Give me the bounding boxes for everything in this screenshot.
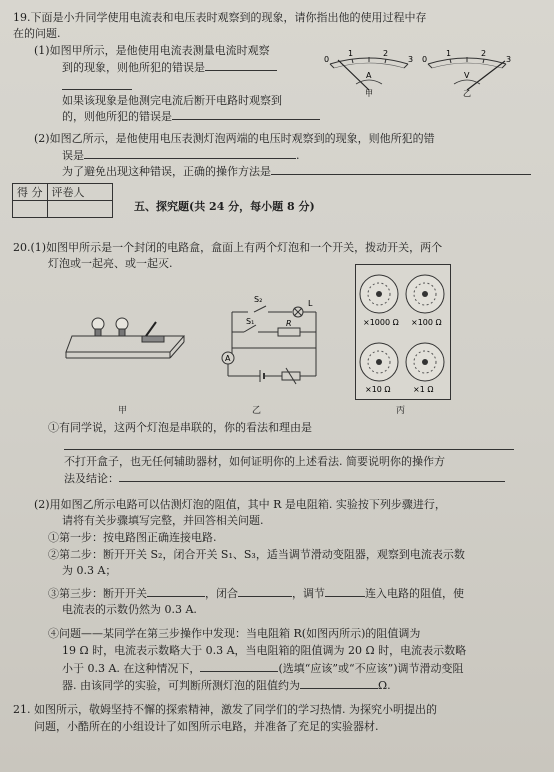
grader-cell[interactable]	[47, 201, 112, 218]
q19-intro-line1: 19.下面是小升同学使用电流表和电压表时观察到的现象，请你指出他的使用过程中存	[13, 11, 427, 24]
tick-label-0: 0	[422, 55, 428, 64]
score-header: 得 分	[13, 184, 48, 201]
grader-header: 评卷人	[47, 184, 112, 201]
dial-label-100: ×100 Ω	[411, 318, 442, 327]
resistor-label: R	[286, 319, 292, 328]
fig-yi-caption: 乙	[252, 406, 262, 416]
meter-needle	[467, 61, 505, 90]
voltmeter-figure	[420, 49, 514, 98]
q20-step4-line4: 器. 由该同学的实验，可判断所测灯泡的阻值约为 Ω.	[62, 679, 391, 692]
bulb-icon	[92, 318, 104, 336]
bulb-icon	[116, 318, 128, 336]
resistance-box-dials	[355, 264, 449, 398]
q20-part2-line1: (2)用如图乙所示电路可以估测灯泡的阻值，其中 R 是电阻箱. 实验按下列步骤进行，	[34, 498, 446, 511]
q19-part1-line2: 到的现象，则他所犯的错误是	[62, 59, 277, 75]
q20-step2-line2: 为 0.3 A；	[62, 564, 117, 577]
answer-blank[interactable]	[300, 677, 378, 689]
voltmeter-caption: 乙	[463, 89, 471, 98]
q19-part2-line3: 为了避免出现这种错误，正确的操作方法是	[62, 163, 531, 179]
q20-part1-line1: 20.(1)如图甲所示是一个封闭的电路盒，盒面上有两个灯泡和一个开关，拨动开关，两个	[13, 241, 443, 254]
lamp-label: L	[308, 299, 313, 308]
q20-step4-line3: 小于 0.3 A. 在这种情况下， (选填“应该”或“不应该”)调节滑动变阻	[62, 662, 464, 675]
q19-part1-line4: 的，则他所犯的错误是	[62, 108, 320, 124]
circuit-box-figure	[66, 314, 188, 362]
q19-part2-line1: (2)如图乙所示，是他使用电压表测灯泡两端的电压时观察到的现象，则他所犯的错	[34, 132, 435, 145]
score-table	[12, 183, 113, 218]
answer-blank[interactable]	[147, 585, 205, 597]
q19-intro-line2: 在的问题.	[13, 27, 61, 40]
dial-label-1: ×1 Ω	[413, 385, 434, 394]
tick-label-1: 1	[348, 49, 354, 58]
dial-icon[interactable]	[360, 343, 398, 381]
q19-part2-line2: 误是 .	[62, 149, 300, 162]
ammeter-unit: A	[366, 71, 372, 80]
q20-step2-line1: ②第二步：断开开关 S₂，闭合开关 S₁、S₃，适当调节滑动变阻器，观察到电流表示数	[48, 548, 465, 561]
q21-line1: 21. 如图所示，敬姆坚持不懈的探索精神，激发了同学们的学习热情. 为探究小明提出的	[13, 703, 437, 716]
circuit-schematic	[214, 292, 324, 378]
meter-needle	[338, 60, 369, 90]
q20-part1-line2: 灯泡或一起亮、或一起灭.	[48, 257, 173, 270]
dial-label-1000: ×1000 Ω	[363, 318, 399, 327]
q19-part1-line1: (1)如图甲所示，是他使用电流表测量电流时观察	[34, 44, 270, 57]
q20-step3-line1: ③第三步：断开开关 ，闭合 ，调节 连入电路的阻值，使	[48, 587, 464, 600]
answer-blank[interactable]	[64, 449, 514, 450]
answer-blank[interactable]	[84, 147, 296, 159]
voltmeter-unit: V	[464, 71, 470, 80]
q20-claim-line3: 法及结论：	[64, 470, 505, 486]
q20-part2-line2: 请将有关步骤填写完整，并回答相关问题.	[62, 514, 264, 527]
q20-step4-line2: 19 Ω 时，电流表示数略大于 0.3 A，当电阻箱的阻值调为 20 Ω 时，电流表示数略	[62, 644, 467, 657]
tick-label-3: 3	[408, 55, 414, 64]
dial-icon[interactable]	[406, 275, 444, 313]
answer-blank[interactable]	[119, 470, 505, 482]
lamp-icon	[293, 307, 303, 317]
q19-part1-line3: 如果该现象是他测完电流后断开电路时观察到	[62, 94, 282, 107]
fig-jia-caption: 甲	[118, 406, 128, 416]
switch-icon	[142, 322, 164, 342]
dial-icon[interactable]	[360, 275, 398, 313]
q20-claim-line2: 不打开盒子，也无任何辅助器材，如何证明你的上述看法. 简要说明你的操作方	[64, 455, 445, 468]
dial-label-10: ×10 Ω	[365, 385, 391, 394]
q20-step4-line1: ④问题——某同学在第三步操作中发现：当电阻箱 R(如图丙所示)的阻值调为	[48, 627, 421, 640]
fig-bing-caption: 丙	[396, 406, 406, 416]
answer-blank[interactable]	[271, 163, 531, 175]
resistor-box-icon	[278, 328, 300, 336]
tick-label-1: 1	[446, 49, 452, 58]
answer-blank[interactable]	[205, 59, 277, 71]
answer-blank[interactable]	[325, 585, 365, 597]
ammeter-figure	[322, 49, 416, 98]
answer-blank[interactable]	[200, 660, 278, 672]
answer-blank[interactable]	[62, 89, 132, 90]
ammeter-label: A	[225, 354, 231, 363]
tick-label-2: 2	[481, 49, 487, 58]
q20-claim-line1: ①有同学说，这两个灯泡是串联的，你的看法和理由是	[48, 421, 312, 434]
q20-step3-line2: 电流表的示数仍然为 0.3 A.	[62, 603, 197, 616]
answer-blank[interactable]	[172, 108, 320, 120]
dial-icon[interactable]	[406, 343, 444, 381]
tick-label-2: 2	[383, 49, 389, 58]
q21-line2: 问题，小酷所在的小组设计了如图所示电路，并准备了充足的实验器材.	[34, 720, 379, 733]
ammeter-caption: 甲	[365, 89, 373, 98]
tick-label-0: 0	[324, 55, 330, 64]
section-heading: 五、探究题(共 24 分，每小题 8 分)	[134, 200, 315, 213]
score-cell[interactable]	[13, 201, 48, 218]
tick-label-3: 3	[506, 55, 512, 64]
answer-blank[interactable]	[238, 585, 292, 597]
switch-s1-label: S₁	[246, 317, 255, 326]
q20-step1: ①第一步：按电路图正确连接电路.	[48, 531, 217, 544]
switch-s2-label: S₂	[254, 295, 263, 304]
